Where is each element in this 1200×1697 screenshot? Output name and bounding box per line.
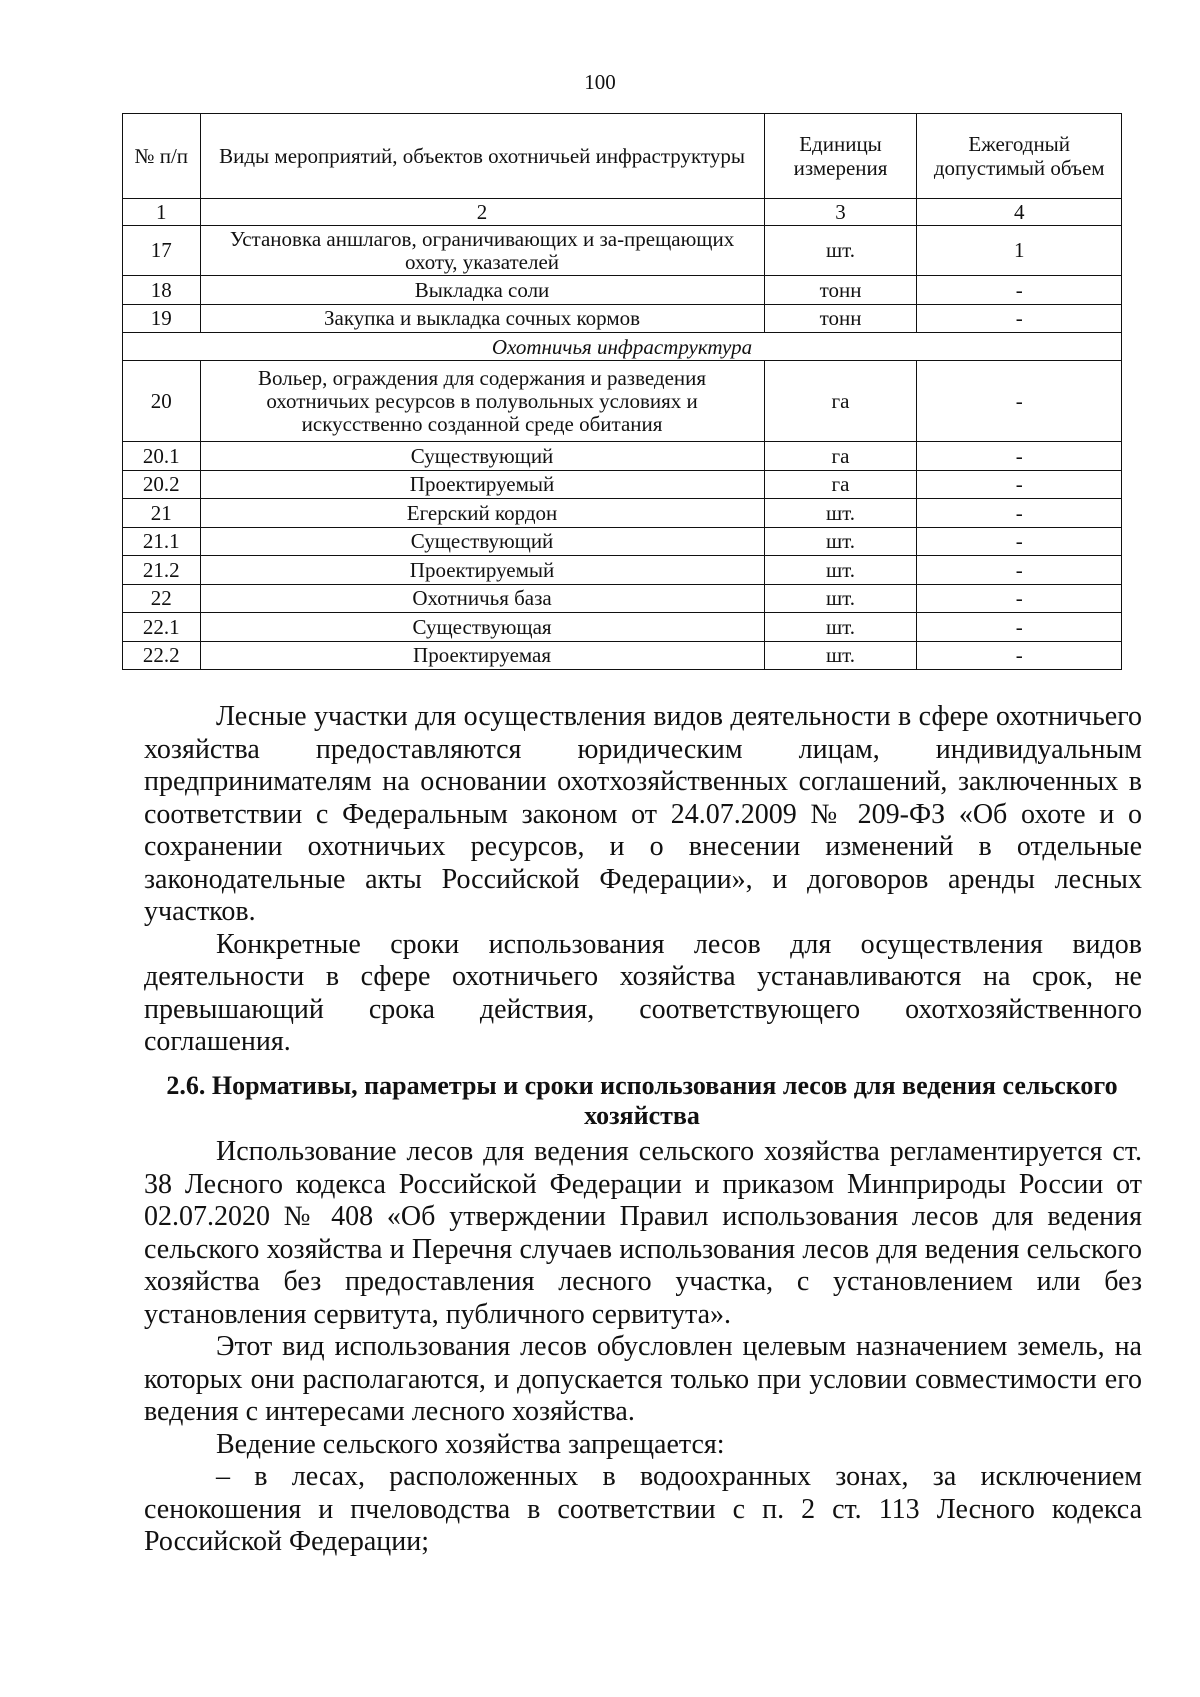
row-unit: шт.: [764, 527, 917, 556]
row-unit: шт.: [764, 226, 917, 276]
header-type: Виды мероприятий, объектов охотничьей инфраструктуры: [200, 114, 764, 199]
row-num: 20: [123, 361, 201, 442]
row-unit: шт.: [764, 556, 917, 585]
table-row: [123, 499, 1122, 528]
row-name: Вольер, ограждения для содержания и разведения охотничьих ресурсов в полувольных условиях и искусственно созданной среде обитания: [200, 361, 764, 442]
paragraph: – в лесах, расположенных в водоохранных зонах, за исключением сенокошения и пчеловодства в соответствии с п. 2 ст. 113 Лесного кодекса Российской Федерации;: [144, 1461, 1142, 1557]
header-unit: Единицы измерения: [764, 114, 917, 199]
table-row: [123, 276, 1122, 305]
header-num: № п/п: [123, 114, 201, 199]
row-name: Установка аншлагов, ограничивающих и за-прещающих охоту, указателей: [200, 226, 764, 276]
column-number: 1: [123, 199, 201, 226]
column-number: 3: [764, 199, 917, 226]
paragraph: Ведение сельского хозяйства запрещается:: [216, 1428, 725, 1460]
row-volume: -: [917, 641, 1122, 670]
row-name: Закупка и выкладка сочных кормов: [200, 304, 764, 333]
row-name: Охотничья база: [200, 584, 764, 613]
row-name: Проектируемый: [200, 470, 764, 499]
table-row: [123, 641, 1122, 670]
row-unit: га: [764, 361, 917, 442]
header-volume: Ежегодный допустимый объем: [917, 114, 1122, 199]
section-title: Охотничья инфраструктура: [123, 333, 1122, 361]
row-volume: -: [917, 442, 1122, 471]
section-heading: 2.6. Нормативы, параметры и сроки использования лесов для ведения сельского хозяйства: [166, 1071, 1118, 1130]
table-header-row: [123, 114, 1122, 199]
column-number: 4: [917, 199, 1122, 226]
paragraph: Использование лесов для ведения сельского хозяйства регламентируется ст. 38 Лесного кодекса Российской Федерации и приказом Минприроды России от 02.07.2020 № 408 «Об утверждении Правил использования лесов для ведения сельского хозяйства и Перечня случаев использования лесов для ведения сельского хозяйства без предоставления лесного участка, с установлением или без установления сервитута, публичного сервитута».: [144, 1136, 1142, 1330]
paragraph: Конкретные сроки использования лесов для осуществления видов деятельности в сфере охотничьего хозяйства устанавливаются на срок, не превышающий срока действия, соответствующего охотхозяйственного соглашения.: [144, 928, 1142, 1057]
row-num: 21.1: [123, 527, 201, 556]
paragraph: Лесные участки для осуществления видов деятельности в сфере охотничьего хозяйства предоставляются юридическим лицам, индивидуальным предпринимателям на основании охотхозяйственных соглашений, заключенных в соответствии с Федеральным законом от 24.07.2009 № 209-ФЗ «Об охоте и о сохранении охотничьих ресурсов, и о внесении изменений в отдельные законодательные акты Российской Федерации», и договоров аренды лесных участков.: [144, 701, 1142, 927]
row-volume: -: [917, 499, 1122, 528]
table-row: [123, 556, 1122, 585]
column-number: 2: [200, 199, 764, 226]
row-num: 22: [123, 584, 201, 613]
row-volume: -: [917, 304, 1122, 333]
row-unit: шт.: [764, 613, 917, 642]
page-number: 100: [584, 70, 616, 94]
row-volume: -: [917, 556, 1122, 585]
row-num: 22.1: [123, 613, 201, 642]
row-num: 21: [123, 499, 201, 528]
table-row: [123, 613, 1122, 642]
row-name: Выкладка соли: [200, 276, 764, 305]
row-volume: -: [917, 276, 1122, 305]
row-num: 21.2: [123, 556, 201, 585]
body-text-bottom: [144, 1136, 1142, 1559]
table-row: [123, 527, 1122, 556]
body-text-top: [144, 701, 1142, 1059]
row-volume: 1: [917, 226, 1122, 276]
paragraph: Этот вид использования лесов обусловлен целевым назначением земель, на которых они располагаются, и допускается только при условии совместимости его ведения с интересами лесного хозяйства.: [144, 1331, 1142, 1427]
table-row: [123, 584, 1122, 613]
table-section-row: [123, 333, 1122, 361]
row-num: 20.2: [123, 470, 201, 499]
table-row: [123, 442, 1122, 471]
row-volume: -: [917, 470, 1122, 499]
row-volume: -: [917, 584, 1122, 613]
row-unit: шт.: [764, 584, 917, 613]
row-name: Проектируемый: [200, 556, 764, 585]
table-row: [123, 361, 1122, 442]
row-num: 22.2: [123, 641, 201, 670]
activities-table: [122, 113, 1122, 670]
row-unit: тонн: [764, 304, 917, 333]
row-name: Существующий: [200, 442, 764, 471]
row-volume: -: [917, 361, 1122, 442]
row-unit: га: [764, 442, 917, 471]
row-num: 20.1: [123, 442, 201, 471]
row-name: Существующий: [200, 527, 764, 556]
table-row: [123, 470, 1122, 499]
table-row: [123, 304, 1122, 333]
row-name: Существующая: [200, 613, 764, 642]
row-num: 19: [123, 304, 201, 333]
row-unit: шт.: [764, 641, 917, 670]
row-unit: шт.: [764, 499, 917, 528]
row-name: Егерский кордон: [200, 499, 764, 528]
row-name: Проектируемая: [200, 641, 764, 670]
row-unit: тонн: [764, 276, 917, 305]
column-number-row: [123, 199, 1122, 226]
row-unit: га: [764, 470, 917, 499]
row-num: 18: [123, 276, 201, 305]
row-volume: -: [917, 527, 1122, 556]
row-volume: -: [917, 613, 1122, 642]
table-row: [123, 226, 1122, 276]
row-num: 17: [123, 226, 201, 276]
